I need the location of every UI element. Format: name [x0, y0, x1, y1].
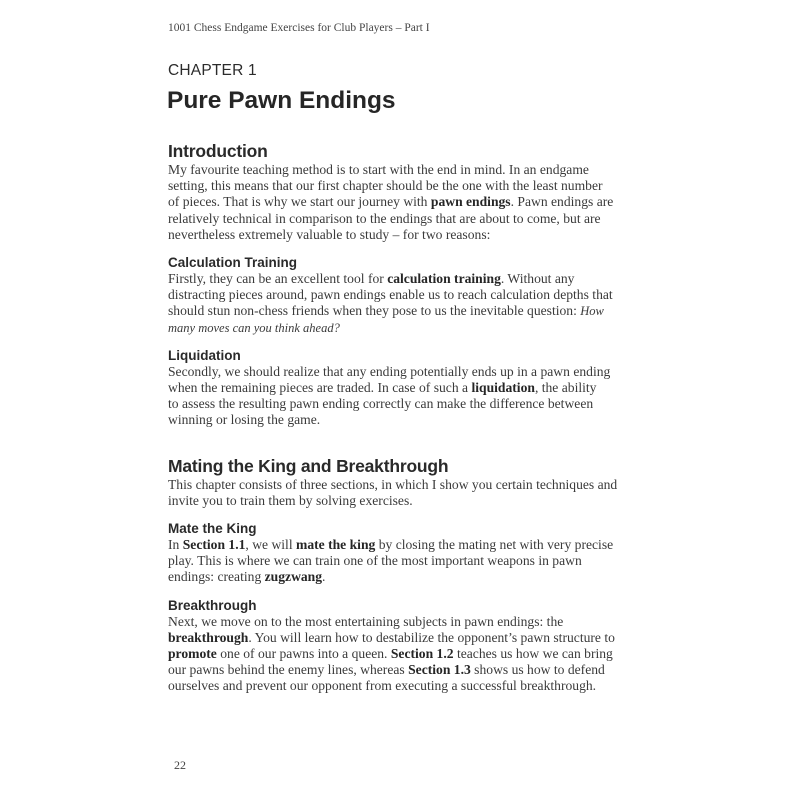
text-line: Secondly, we should realize that any ending potentially ends up in a pawn ending — [168, 363, 611, 379]
text-line: In Section 1.1, we will mate the king by closing the mating net with very precise — [168, 537, 614, 553]
text-line — [168, 320, 638, 336]
bold-term: zugzwang — [264, 569, 323, 585]
text-line: nevertheless extremely valuable to study – for two reasons: — [168, 226, 491, 242]
text-line: This chapter consists of three sections, in which I show you certain techniques and — [168, 476, 618, 492]
subsection-heading-mate-the-king: Mate the King — [168, 521, 257, 537]
bold-term: liquidation — [471, 380, 535, 396]
chapter-title: Pure Pawn Endings — [167, 87, 396, 114]
text-line: setting, this means that our first chapter should be the one with the least number — [168, 178, 603, 194]
bold-term: Section 1.2 — [390, 646, 454, 662]
page-content — [168, 140, 638, 695]
text-line: to assess the resulting pawn ending correctly can make the difference between — [168, 396, 594, 412]
text-line: of pieces. That is why we start our journey with pawn endings. Pawn endings are — [168, 194, 614, 210]
bold-term: Section 1.3 — [408, 662, 471, 678]
bold-term: promote — [168, 646, 217, 662]
paragraph-calculation-training — [168, 271, 638, 336]
running-head: 1001 Chess Endgame Exercises for Club Players – Part I — [168, 22, 430, 34]
paragraph-mating-and-breakthrough — [168, 477, 638, 509]
paragraph-liquidation — [168, 364, 638, 429]
text-line: relatively technical in comparison to the endings that are about to come, but are — [168, 210, 601, 226]
paragraph-introduction — [168, 162, 638, 243]
italic-question: many moves can you think ahead? — [168, 320, 340, 335]
text-line: our pawns behind the enemy lines, whereas Section 1.3 shows us how to defend — [168, 662, 605, 678]
bold-term: mate the king — [296, 537, 376, 553]
page-number: 22 — [174, 758, 186, 772]
text-line: winning or losing the game. — [168, 412, 321, 428]
bold-term: pawn endings — [430, 194, 511, 210]
section-heading-mating-and-breakthrough: Mating the King and Breakthrough — [168, 455, 449, 476]
text-line: ourselves and prevent our opponent from executing a successful breakthrough. — [168, 678, 597, 694]
text-line: should stun non-chess friends when they pose to us the inevitable question: How — [168, 303, 604, 319]
text-line: promote one of our pawns into a queen. Section 1.2 teaches us how we can bring — [168, 646, 613, 662]
subsection-heading-liquidation: Liquidation — [168, 347, 241, 363]
subsection-heading-calculation-training: Calculation Training — [168, 255, 298, 271]
paragraph-breakthrough — [168, 614, 638, 695]
text-line: My favourite teaching method is to start with the end in mind. In an endgame — [168, 162, 589, 177]
text-line: breakthrough. You will learn how to destabilize the opponent’s pawn structure to — [168, 629, 615, 645]
text-line: Firstly, they can be an excellent tool for calculation training. Without any — [168, 271, 575, 287]
bold-term: calculation training — [387, 271, 501, 287]
section-heading-introduction: Introduction — [168, 141, 268, 161]
text-line: when the remaining pieces are traded. In case of such a liquidation, the ability — [168, 380, 597, 396]
text-line: play. This is where we can train one of the most important weapons in pawn — [168, 553, 582, 569]
chapter-label: CHAPTER 1 — [168, 62, 257, 79]
text-line: distracting pieces around, pawn endings enable us to reach calculation depths that — [168, 287, 613, 303]
bold-term: breakthrough — [168, 629, 249, 645]
italic-question: How — [580, 304, 604, 319]
paragraph-mate-the-king — [168, 537, 638, 586]
text-line: Next, we move on to the most entertaining subjects in pawn endings: the — [168, 613, 564, 629]
text-line: endings: creating zugzwang. — [168, 569, 326, 585]
text-line: invite you to train them by solving exercises. — [168, 492, 413, 508]
subsection-heading-breakthrough: Breakthrough — [168, 597, 257, 613]
bold-term: Section 1.1 — [182, 537, 246, 553]
